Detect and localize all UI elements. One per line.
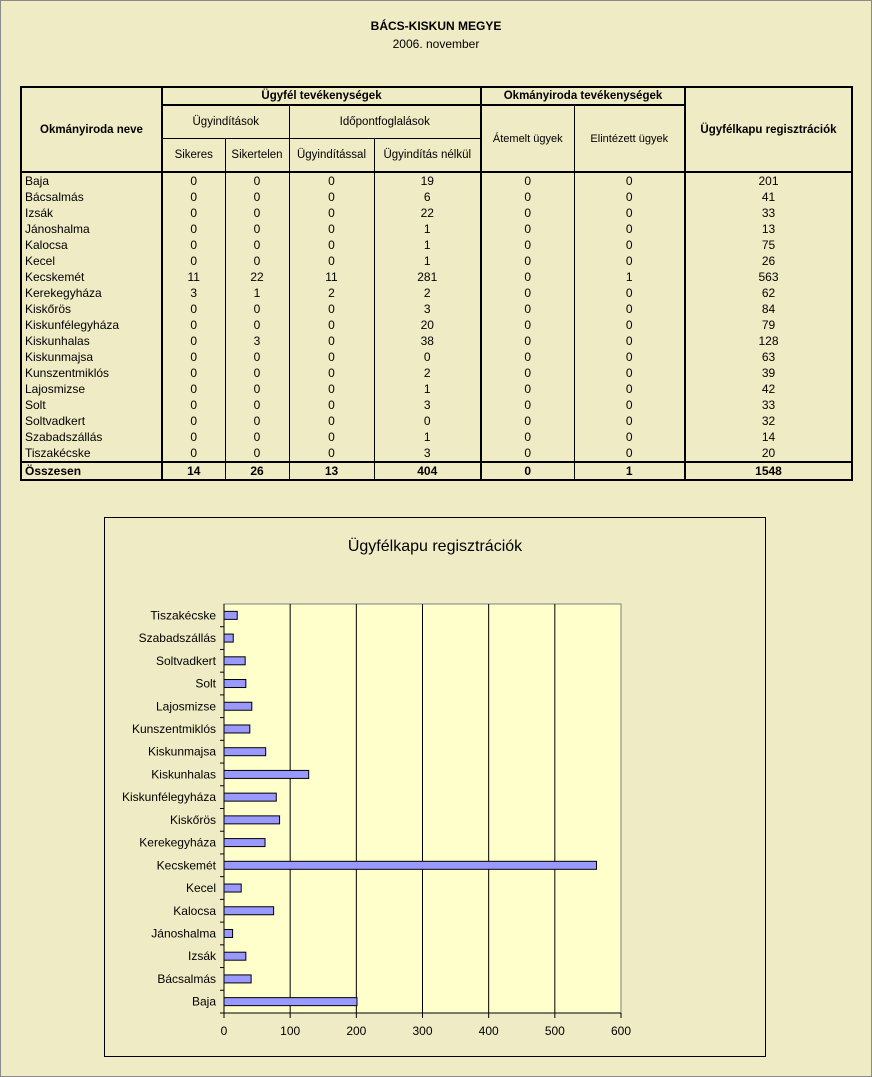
value-cell: 0 <box>162 333 225 349</box>
value-cell: 0 <box>162 349 225 365</box>
chart-panel <box>104 517 766 1057</box>
value-cell: 2 <box>374 285 481 301</box>
value-cell: 0 <box>481 462 574 480</box>
value-cell: 41 <box>685 189 852 205</box>
value-cell: 0 <box>481 189 574 205</box>
value-cell: 75 <box>685 237 852 253</box>
office-name-cell: Kiskunhalas <box>21 333 162 349</box>
value-cell: 1 <box>574 462 685 480</box>
value-cell: 0 <box>289 189 374 205</box>
table-row <box>21 429 852 445</box>
value-cell: 19 <box>374 172 481 189</box>
value-cell: 3 <box>374 397 481 413</box>
table-row <box>21 205 852 221</box>
table-row <box>21 237 852 253</box>
bar <box>224 861 597 869</box>
table-total-row <box>21 462 852 480</box>
value-cell: 0 <box>574 333 685 349</box>
bar <box>224 770 309 778</box>
value-cell: 0 <box>225 221 289 237</box>
header-ugyfelkapu: Ügyfélkapu regisztrációk <box>685 87 852 172</box>
category-label: Kiskőrös <box>169 812 216 827</box>
value-cell: 404 <box>374 462 481 480</box>
bar <box>224 611 237 619</box>
value-cell: 0 <box>481 413 574 429</box>
value-cell: 0 <box>289 445 374 462</box>
value-cell: 0 <box>225 172 289 189</box>
category-label: Kecskemét <box>156 858 216 873</box>
bar <box>224 816 280 824</box>
bar <box>224 680 246 688</box>
x-tick-label: 400 <box>478 1024 499 1038</box>
value-cell: 1 <box>225 285 289 301</box>
value-cell: 39 <box>685 365 852 381</box>
bar <box>224 839 265 847</box>
office-name-cell: Kiskőrös <box>21 301 162 317</box>
value-cell: 26 <box>225 462 289 480</box>
value-cell: 3 <box>374 445 481 462</box>
value-cell: 0 <box>225 317 289 333</box>
bar <box>224 748 266 756</box>
value-cell: 1 <box>374 429 481 445</box>
value-cell: 0 <box>481 253 574 269</box>
header-office-activities: Okmányiroda tevékenységek <box>481 87 685 105</box>
value-cell: 0 <box>574 172 685 189</box>
value-cell: 0 <box>481 301 574 317</box>
value-cell: 0 <box>574 189 685 205</box>
value-cell: 0 <box>481 172 574 189</box>
bar <box>224 975 251 983</box>
value-cell: 0 <box>225 301 289 317</box>
value-cell: 0 <box>225 189 289 205</box>
value-cell: 22 <box>225 269 289 285</box>
x-tick-label: 0 <box>220 1024 228 1038</box>
table-row <box>21 349 852 365</box>
value-cell: 0 <box>374 413 481 429</box>
category-label: Izsák <box>187 949 216 964</box>
value-cell: 0 <box>162 429 225 445</box>
value-cell: 0 <box>162 365 225 381</box>
office-name-cell: Baja <box>21 172 162 189</box>
value-cell: 0 <box>574 349 685 365</box>
bar <box>224 952 246 960</box>
office-name-cell: Szabadszállás <box>21 429 162 445</box>
value-cell: 3 <box>374 301 481 317</box>
value-cell: 0 <box>481 349 574 365</box>
value-cell: 0 <box>574 285 685 301</box>
office-name-cell: Izsák <box>21 205 162 221</box>
table-row <box>21 172 852 189</box>
category-label: Lajosmizse <box>155 699 216 714</box>
value-cell: 3 <box>225 333 289 349</box>
value-cell: 0 <box>162 381 225 397</box>
value-cell: 0 <box>162 413 225 429</box>
value-cell: 0 <box>289 333 374 349</box>
value-cell: 0 <box>225 429 289 445</box>
value-cell: 14 <box>162 462 225 480</box>
value-cell: 0 <box>289 205 374 221</box>
value-cell: 1 <box>374 221 481 237</box>
value-cell: 1 <box>374 381 481 397</box>
value-cell: 0 <box>481 333 574 349</box>
value-cell: 0 <box>162 317 225 333</box>
header-sikeres: Sikeres <box>162 139 225 173</box>
value-cell: 0 <box>574 429 685 445</box>
value-cell: 0 <box>225 397 289 413</box>
header-sikertelen: Sikertelen <box>225 139 289 173</box>
value-cell: 0 <box>289 429 374 445</box>
value-cell: 6 <box>374 189 481 205</box>
table-row <box>21 269 852 285</box>
value-cell: 0 <box>574 301 685 317</box>
value-cell: 0 <box>481 365 574 381</box>
value-cell: 0 <box>481 317 574 333</box>
table-row <box>21 333 852 349</box>
office-name-cell: Kecel <box>21 253 162 269</box>
category-label: Jánoshalma <box>151 926 216 941</box>
value-cell: 0 <box>225 365 289 381</box>
value-cell: 0 <box>289 413 374 429</box>
value-cell: 0 <box>289 381 374 397</box>
table-row <box>21 397 852 413</box>
table-row <box>21 253 852 269</box>
category-label: Kalocsa <box>173 903 216 918</box>
value-cell: 20 <box>685 445 852 462</box>
value-cell: 0 <box>225 237 289 253</box>
value-cell: 33 <box>685 205 852 221</box>
office-name-cell: Kalocsa <box>21 237 162 253</box>
value-cell: 281 <box>374 269 481 285</box>
category-label: Tiszakécske <box>150 608 216 623</box>
header-customer-activities: Ügyfél tevékenységek <box>162 87 481 105</box>
value-cell: 0 <box>289 365 374 381</box>
value-cell: 0 <box>162 189 225 205</box>
category-label: Kerekegyháza <box>139 835 216 850</box>
value-cell: 0 <box>574 317 685 333</box>
value-cell: 20 <box>374 317 481 333</box>
value-cell: 0 <box>225 413 289 429</box>
x-tick-label: 200 <box>346 1024 367 1038</box>
value-cell: 0 <box>574 413 685 429</box>
value-cell: 0 <box>289 349 374 365</box>
bar <box>224 702 252 710</box>
table-row <box>21 445 852 462</box>
office-name-cell: Kiskunmajsa <box>21 349 162 365</box>
value-cell: 0 <box>162 221 225 237</box>
category-label: Kunszentmiklós <box>131 721 216 736</box>
value-cell: 13 <box>685 221 852 237</box>
header-elintezett: Elintézett ügyek <box>574 105 685 172</box>
category-label: Soltvadkert <box>155 653 216 668</box>
value-cell: 0 <box>162 253 225 269</box>
value-cell: 0 <box>289 397 374 413</box>
value-cell: 62 <box>685 285 852 301</box>
table-row <box>21 285 852 301</box>
value-cell: 0 <box>574 397 685 413</box>
value-cell: 11 <box>289 269 374 285</box>
header-ugyinditassal: Ügyindítással <box>289 139 374 173</box>
bar-chart <box>105 518 765 1056</box>
category-label: Kiskunfélegyháza <box>121 790 216 805</box>
table-row <box>21 221 852 237</box>
office-name-cell: Tiszakécske <box>21 445 162 462</box>
value-cell: 14 <box>685 429 852 445</box>
value-cell: 0 <box>162 397 225 413</box>
office-name-cell: Lajosmizse <box>21 381 162 397</box>
category-label: Bácsalmás <box>157 971 216 986</box>
value-cell: 0 <box>574 365 685 381</box>
value-cell: 0 <box>289 172 374 189</box>
chart-title: Ügyfélkapu regisztrációk <box>347 538 523 555</box>
value-cell: 0 <box>574 205 685 221</box>
value-cell: 0 <box>481 429 574 445</box>
value-cell: 0 <box>289 253 374 269</box>
page-title: BÁCS-KISKUN MEGYE <box>370 19 502 33</box>
value-cell: 0 <box>481 381 574 397</box>
bar <box>224 634 233 642</box>
value-cell: 0 <box>162 301 225 317</box>
table-body <box>21 172 852 480</box>
value-cell: 0 <box>481 221 574 237</box>
x-tick-label: 100 <box>280 1024 301 1038</box>
table-row <box>21 317 852 333</box>
value-cell: 33 <box>685 397 852 413</box>
value-cell: 2 <box>289 285 374 301</box>
value-cell: 0 <box>481 445 574 462</box>
table-row <box>21 413 852 429</box>
office-name-cell: Kiskunfélegyháza <box>21 317 162 333</box>
value-cell: 0 <box>225 205 289 221</box>
office-name-cell: Soltvadkert <box>21 413 162 429</box>
x-tick-label: 300 <box>412 1024 433 1038</box>
value-cell: 1 <box>374 237 481 253</box>
value-cell: 0 <box>225 253 289 269</box>
value-cell: 0 <box>162 205 225 221</box>
value-cell: 1548 <box>685 462 852 480</box>
value-cell: 201 <box>685 172 852 189</box>
office-name-cell: Jánoshalma <box>21 221 162 237</box>
category-label: Solt <box>195 676 216 691</box>
office-name-cell: Kecskemét <box>21 269 162 285</box>
header-idopontfoglalasok: Időpontfoglalások <box>289 105 481 139</box>
category-label: Baja <box>191 994 216 1009</box>
value-cell: 563 <box>685 269 852 285</box>
value-cell: 26 <box>685 253 852 269</box>
office-name-cell: Kerekegyháza <box>21 285 162 301</box>
bar <box>224 929 233 937</box>
value-cell: 0 <box>225 445 289 462</box>
office-name-cell: Összesen <box>21 462 162 480</box>
bar <box>224 793 276 801</box>
category-label: Kiskunhalas <box>151 767 216 782</box>
office-name-cell: Bácsalmás <box>21 189 162 205</box>
statistics-table <box>20 86 853 481</box>
value-cell: 38 <box>374 333 481 349</box>
value-cell: 0 <box>574 445 685 462</box>
value-cell: 63 <box>685 349 852 365</box>
x-tick-label: 500 <box>544 1024 565 1038</box>
header-atemelt: Átemelt ügyek <box>481 105 574 172</box>
value-cell: 1 <box>374 253 481 269</box>
value-cell: 79 <box>685 317 852 333</box>
value-cell: 84 <box>685 301 852 317</box>
bar <box>224 884 241 892</box>
bar <box>224 725 250 733</box>
value-cell: 0 <box>574 237 685 253</box>
value-cell: 3 <box>162 285 225 301</box>
header-ugyinditasok: Ügyindítások <box>162 105 289 139</box>
bar <box>224 657 245 665</box>
x-tick-label: 600 <box>610 1024 632 1038</box>
value-cell: 0 <box>162 237 225 253</box>
value-cell: 0 <box>481 205 574 221</box>
value-cell: 0 <box>481 285 574 301</box>
office-name-cell: Kunszentmiklós <box>21 365 162 381</box>
value-cell: 0 <box>481 269 574 285</box>
category-label: Kiskunmajsa <box>147 744 216 759</box>
bar <box>224 907 274 915</box>
value-cell: 1 <box>574 269 685 285</box>
page-subtitle: 2006. november <box>392 37 480 51</box>
office-name-cell: Solt <box>21 397 162 413</box>
value-cell: 0 <box>225 381 289 397</box>
value-cell: 32 <box>685 413 852 429</box>
value-cell: 0 <box>289 237 374 253</box>
value-cell: 128 <box>685 333 852 349</box>
category-label: Kecel <box>185 881 216 896</box>
value-cell: 0 <box>289 301 374 317</box>
value-cell: 13 <box>289 462 374 480</box>
value-cell: 0 <box>481 397 574 413</box>
table-row <box>21 365 852 381</box>
value-cell: 22 <box>374 205 481 221</box>
value-cell: 42 <box>685 381 852 397</box>
value-cell: 0 <box>574 221 685 237</box>
value-cell: 0 <box>574 253 685 269</box>
value-cell: 0 <box>574 381 685 397</box>
value-cell: 0 <box>374 349 481 365</box>
value-cell: 11 <box>162 269 225 285</box>
value-cell: 0 <box>162 445 225 462</box>
bar <box>224 998 357 1006</box>
value-cell: 0 <box>481 237 574 253</box>
table-row <box>21 301 852 317</box>
value-cell: 0 <box>289 221 374 237</box>
table-row <box>21 381 852 397</box>
value-cell: 0 <box>289 317 374 333</box>
value-cell: 0 <box>225 349 289 365</box>
value-cell: 2 <box>374 365 481 381</box>
table-row <box>21 189 852 205</box>
category-label: Szabadszállás <box>138 631 216 646</box>
header-ugyinditas-nelkul: Ügyindítás nélkül <box>374 139 481 173</box>
value-cell: 0 <box>162 172 225 189</box>
header-office-name: Okmányiroda neve <box>21 87 162 172</box>
